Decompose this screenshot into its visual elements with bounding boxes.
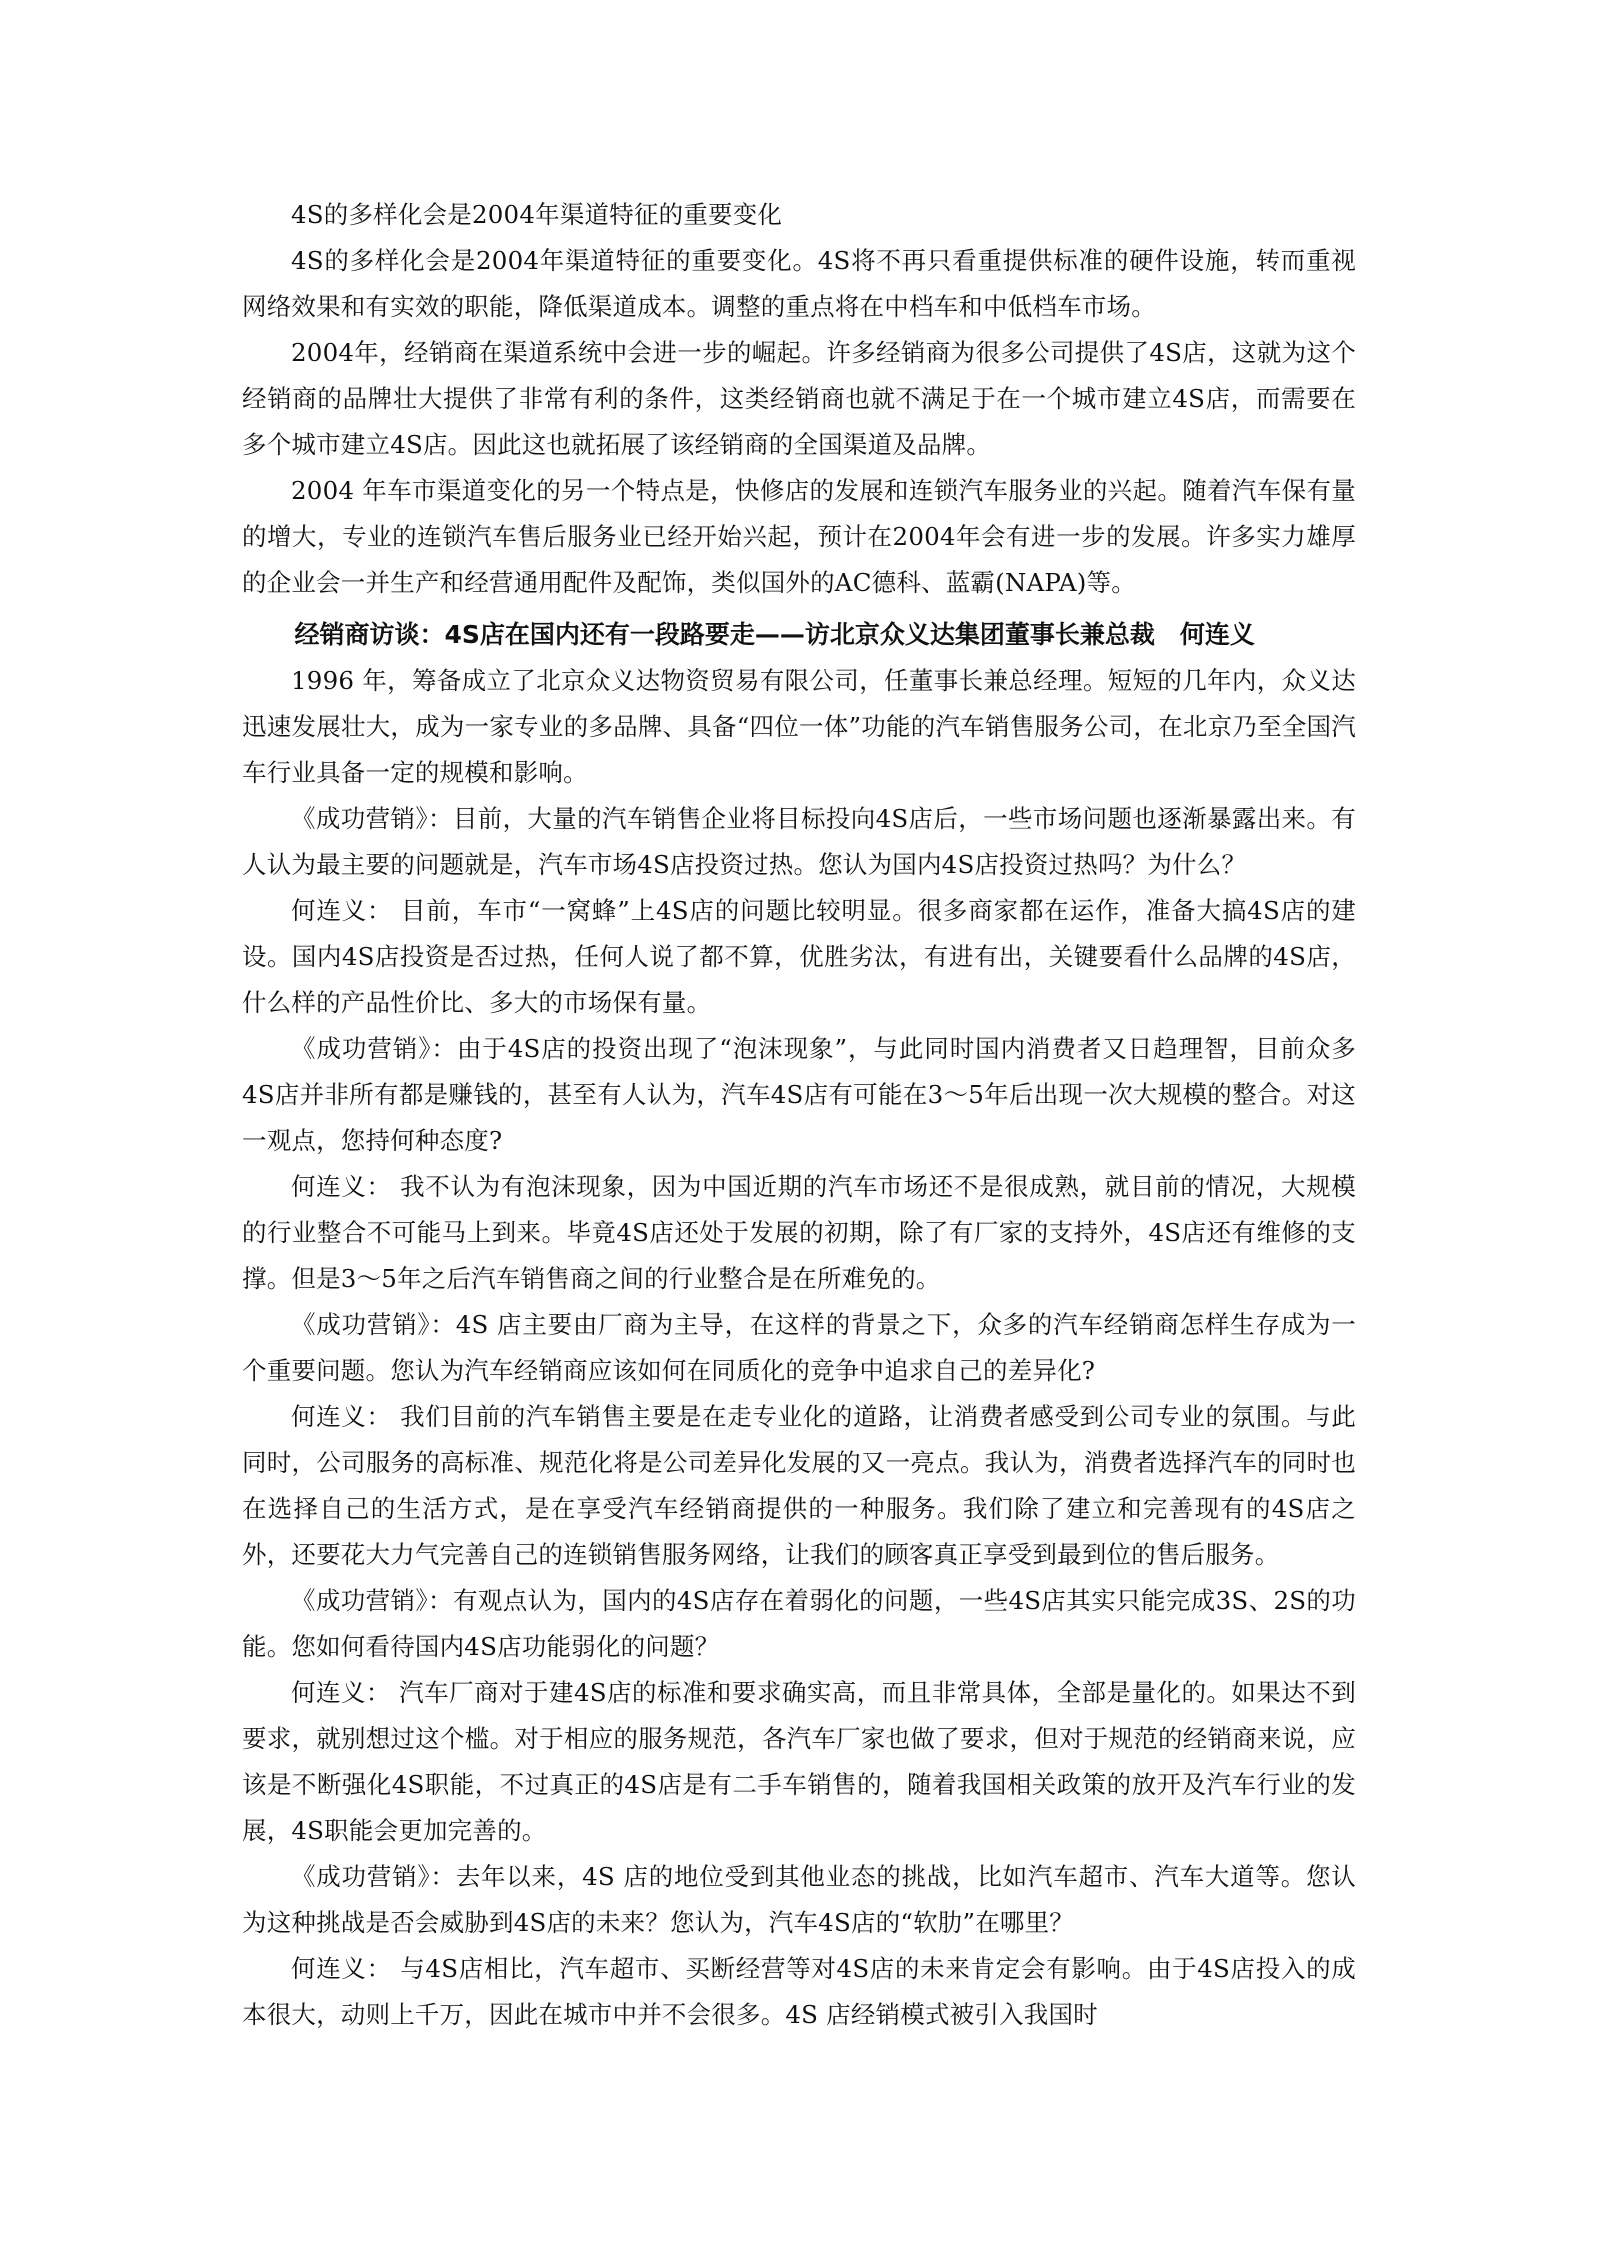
body-paragraph: 1996 年，筹备成立了北京众义达物资贸易有限公司，任董事长兼总经理。短短的几年内，众义达迅速发展壮大，成为一家专业的多品牌、具备“四位一体”功能的汽车销售服务公司，在北京乃至全国汽车行业具备一定的规模和影响。 [242, 666, 1356, 787]
interview-answer: 何连义： 我不认为有泡沫现象，因为中国近期的汽车市场还不是很成熟，就目前的情况，大规模的行业整合不可能马上到来。毕竟4S店还处于发展的初期，除了有厂家的支持外，4S店还有维修的支撑。但是3～5年之后汽车销售商之间的行业整合是在所难免的。 [242, 1172, 1356, 1293]
body-paragraph: 2004年，经销商在渠道系统中会进一步的崛起。许多经销商为很多公司提供了4S店，这就为这个经销商的品牌壮大提供了非常有利的条件，这类经销商也就不满足于在一个城市建立4S店，而需要在多个城市建立4S店。因此这也就拓展了该经销商的全国渠道及品牌。 [242, 338, 1356, 459]
interview-question: 《成功营销》：4S 店主要由厂商为主导，在这样的背景之下，众多的汽车经销商怎样生存成为一个重要问题。您认为汽车经销商应该如何在同质化的竞争中追求自己的差异化? [242, 1310, 1356, 1385]
body-paragraph: 2004 年车市渠道变化的另一个特点是，快修店的发展和连锁汽车服务业的兴起。随着汽车保有量的增大，专业的连锁汽车售后服务业已经开始兴起，预计在2004年会有进一步的发展。许多实力雄厚的企业会一并生产和经营通用配件及配饰，类似国外的AC德科、蓝霸(NAPA)等。 [242, 476, 1356, 597]
interview-heading: 经销商访谈：4S店在国内还有一段路要走——访北京众义达集团董事长兼总裁 何连义 [294, 620, 1255, 649]
section-title-line: 4S的多样化会是2004年渠道特征的重要变化 [291, 200, 783, 229]
interview-question: 《成功营销》：由于4S店的投资出现了“泡沫现象”，与此同时国内消费者又日趋理智，目前众多4S店并非所有都是赚钱的，甚至有人认为，汽车4S店有可能在3～5年后出现一次大规模的整合。对这一观点，您持何种态度? [242, 1034, 1356, 1155]
interview-question: 《成功营销》：去年以来，4S 店的地位受到其他业态的挑战，比如汽车超市、汽车大道等。您认为这种挑战是否会威胁到4S店的未来？您认为，汽车4S店的“软肋”在哪里？ [242, 1862, 1356, 1937]
document-page [242, 192, 1356, 2038]
interview-answer: 何连义： 与4S店相比，汽车超市、买断经营等对4S店的未来肯定会有影响。由于4S店投入的成本很大，动则上千万，因此在城市中并不会很多。4S 店经销模式被引入我国时 [242, 1954, 1356, 2029]
interview-question: 《成功营销》：有观点认为，国内的4S店存在着弱化的问题，一些4S店其实只能完成3S、2S的功能。您如何看待国内4S店功能弱化的问题？ [242, 1586, 1356, 1661]
body-paragraph: 4S的多样化会是2004年渠道特征的重要变化。4S将不再只看重提供标准的硬件设施，转而重视网络效果和有实效的职能，降低渠道成本。调整的重点将在中档车和中低档车市场。 [242, 246, 1356, 321]
interview-question: 《成功营销》：目前，大量的汽车销售企业将目标投向4S店后，一些市场问题也逐渐暴露出来。有人认为最主要的问题就是，汽车市场4S店投资过热。您认为国内4S店投资过热吗？为什么？ [242, 804, 1356, 879]
interview-answer: 何连义： 汽车厂商对于建4S店的标准和要求确实高，而且非常具体，全部是量化的。如果达不到要求，就别想过这个槛。对于相应的服务规范，各汽车厂家也做了要求，但对于规范的经销商来说，应该是不断强化4S职能，不过真正的4S店是有二手车销售的，随着我国相关政策的放开及汽车行业的发展，4S职能会更加完善的。 [242, 1678, 1356, 1845]
interview-answer: 何连义： 目前，车市“一窝蜂”上4S店的问题比较明显。很多商家都在运作，准备大搞4S店的建设。国内4S店投资是否过热，任何人说了都不算，优胜劣汰，有进有出，关键要看什么品牌的4S店，什么样的产品性价比、多大的市场保有量。 [242, 896, 1356, 1017]
interview-answer: 何连义： 我们目前的汽车销售主要是在走专业化的道路，让消费者感受到公司专业的氛围。与此同时，公司服务的高标准、规范化将是公司差异化发展的又一亮点。我认为，消费者选择汽车的同时也在选择自己的生活方式，是在享受汽车经销商提供的一种服务。我们除了建立和完善现有的4S店之外，还要花大力气完善自己的连锁销售服务网络，让我们的顾客真正享受到最到位的售后服务。 [242, 1402, 1356, 1569]
